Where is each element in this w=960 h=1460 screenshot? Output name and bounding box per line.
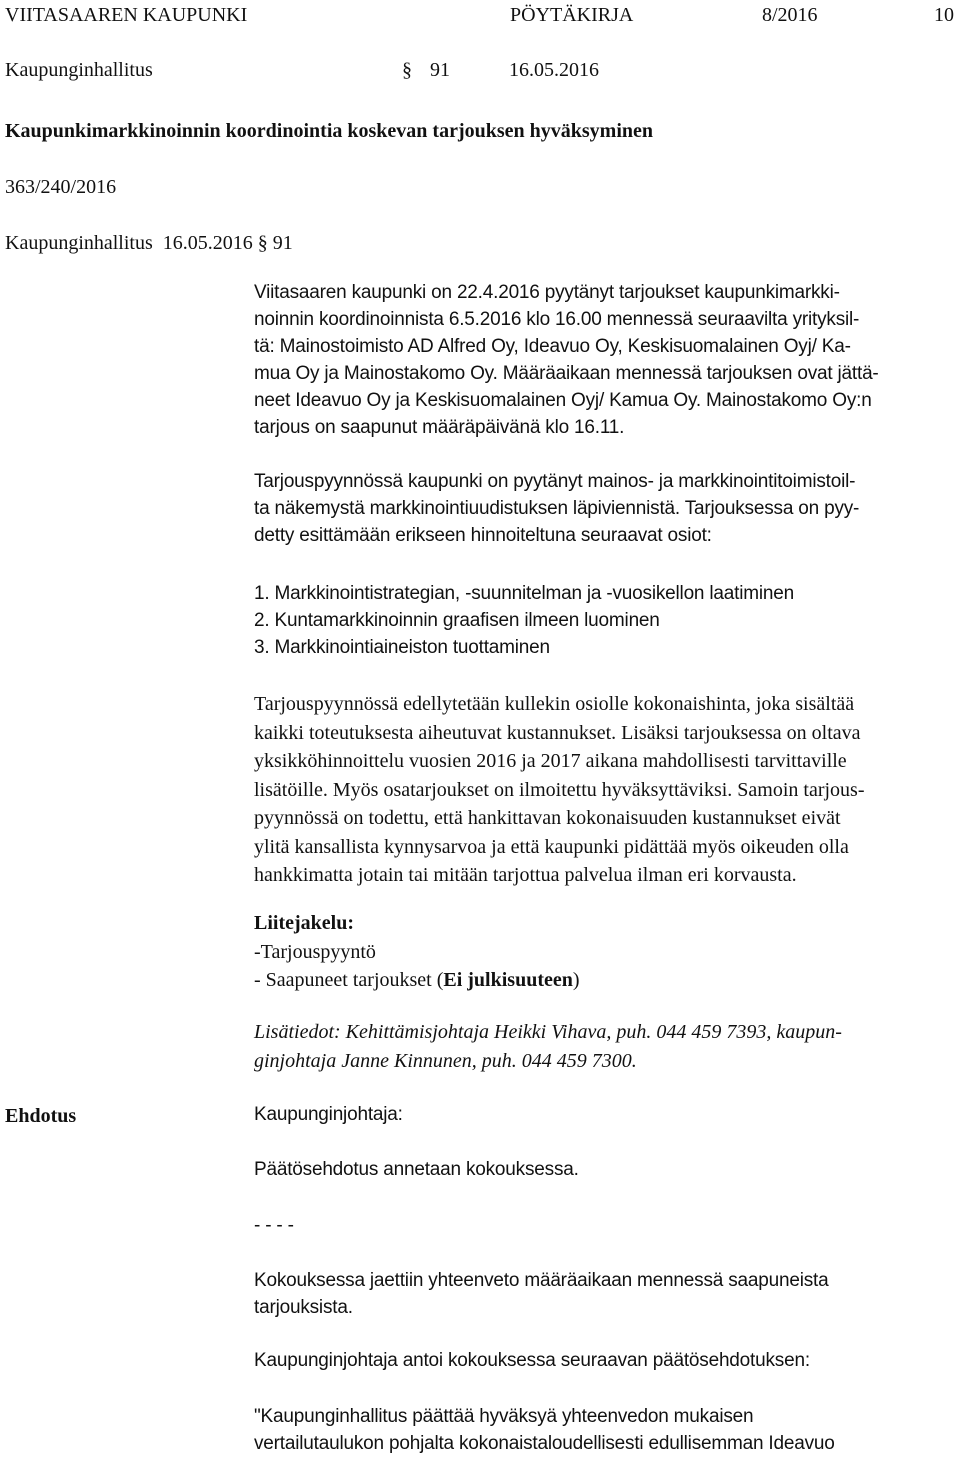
- meeting-note: [254, 1267, 954, 1321]
- more-information: [254, 1018, 954, 1075]
- org-name: VIITASAAREN KAUPUNKI: [5, 4, 248, 26]
- text-line: noinnin koordinoinnista 6.5.2016 klo 16.00 mennessä seuraavilta yrityksil-: [254, 309, 860, 330]
- text-line: "Kaupunginhallitus päättää hyväksyä yhteenvedon mukaisen: [254, 1406, 754, 1427]
- proposal-text: Päätösehdotus annetaan kokouksessa.: [254, 1159, 579, 1180]
- text-line: detty esittämään erikseen hinnoiteltuna seuraavat osiot:: [254, 525, 712, 546]
- attachments-heading: Liitejakelu:: [254, 912, 354, 934]
- text-line: mua Oy ja Mainostakomo Oy. Määräaikaan mennessä tarjouksen ovat jättä-: [254, 363, 879, 384]
- text-line: neet Ideavuo Oy ja Keskisuomalainen Oyj/ Kamua Oy. Mainostakomo Oy:n: [254, 390, 872, 411]
- page-number: 10: [934, 4, 954, 26]
- text-line: kaikki toteutuksesta aiheutuvat kustannukset. Lisäksi tarjouksessa on oltava: [254, 721, 861, 744]
- list-item: 2. Kuntamarkkinoinnin graafisen ilmeen luominen: [254, 610, 660, 631]
- text-line: tarjous on saapunut määräpäivänä klo 16.11.: [254, 417, 625, 438]
- text-line: ta näkemystä markkinointiuudistuksen läpiviennistä. Tarjouksessa on pyy-: [254, 498, 860, 519]
- offer-items-list: [254, 580, 954, 661]
- header-date: 16.05.2016: [509, 59, 599, 81]
- text-line: vertailutaulukon pohjalta kokonaistaloudellisesti edullisemman Ideavuo: [254, 1433, 835, 1454]
- separator: - - - -: [254, 1215, 294, 1236]
- text-line: Kokouksessa jaettiin yhteenveto määräaikaan mennessä saapuneista: [254, 1270, 829, 1291]
- attachments: [254, 909, 954, 995]
- text-line: lisätöille. Myös osatarjoukset on ilmoitettu hyväksyttäviksi. Samoin tarjous-: [254, 778, 865, 801]
- document-title: Kaupunkimarkkinoinnin koordinointia koskevan tarjouksen hyväksyminen: [5, 120, 653, 142]
- text-line: tarjouksista.: [254, 1297, 353, 1318]
- attachment-item-text: - Saapuneet tarjoukset (: [254, 969, 444, 991]
- proposal-quote: [254, 1403, 954, 1457]
- paragraph-request-details: [254, 468, 954, 549]
- list-item: 1. Markkinointistrategian, -suunnitelman ja -vuosikellon laatiminen: [254, 583, 794, 604]
- text-line: Tarjouspyynnössä kaupunki on pyytänyt mainos- ja markkinointitoimistoil-: [254, 471, 856, 492]
- text-line: hankkimatta jotain tai mitään tarjottua palvelua ilman eri korvausta.: [254, 864, 797, 886]
- meeting-line: [5, 231, 293, 255]
- section-sign: §: [402, 59, 412, 81]
- attachment-item: -Tarjouspyyntö: [254, 940, 376, 963]
- meeting-section-sign: §: [257, 232, 268, 254]
- text-line: ginjohtaja Janne Kinnunen, puh. 044 459 7300.: [254, 1049, 637, 1072]
- reference-number: 363/240/2016: [5, 176, 117, 198]
- meeting-section-number: 91: [272, 232, 293, 254]
- meeting-body: Kaupunginhallitus: [5, 232, 153, 254]
- doc-type: PÖYTÄKIRJA: [510, 4, 634, 26]
- meeting-date: 16.05.2016: [162, 232, 253, 254]
- confidential-label: Ei julkisuuteen: [443, 969, 573, 991]
- text-line: Viitasaaren kaupunki on 22.4.2016 pyytänyt tarjoukset kaupunkimarkki-: [254, 282, 840, 303]
- text-line: yksikköhinnoittelu vuosien 2016 ja 2017 aikana mahdollisesti tarvittaville: [254, 750, 847, 772]
- attachment-item: [254, 966, 954, 995]
- header-body: Kaupunginhallitus: [5, 59, 153, 81]
- proposer: Kaupunginjohtaja:: [254, 1104, 403, 1125]
- section-number: 91: [430, 59, 450, 81]
- proposal-label: Ehdotus: [5, 1105, 77, 1127]
- text-line: ylitä kansallista kynnysarvoa ja että kaupunki pidättää myös oikeuden olla: [254, 835, 849, 858]
- doc-number: 8/2016: [762, 4, 818, 26]
- text-line: Lisätiedot: Kehittämisjohtaja Heikki Vihava, puh. 044 459 7393, kaupun-: [254, 1021, 842, 1043]
- attachment-item-suffix: ): [572, 969, 580, 991]
- text-line: pyynnössä on todettu, että hankittavan kokonaisuuden kustannukset eivät: [254, 807, 841, 829]
- text-line: Tarjouspyynnössä edellytetään kullekin osiolle kokonaishinta, joka sisältää: [254, 693, 855, 715]
- paragraph-requirements: [254, 690, 954, 890]
- mayor-intro: Kaupunginjohtaja antoi kokouksessa seuraavan päätösehdotuksen:: [254, 1350, 810, 1371]
- paragraph-request: [254, 279, 954, 441]
- text-line: tä: Mainostoimisto AD Alfred Oy, Ideavuo Oy, Keskisuomalainen Oyj/ Ka-: [254, 336, 851, 357]
- list-item: 3. Markkinointiaineiston tuottaminen: [254, 637, 550, 658]
